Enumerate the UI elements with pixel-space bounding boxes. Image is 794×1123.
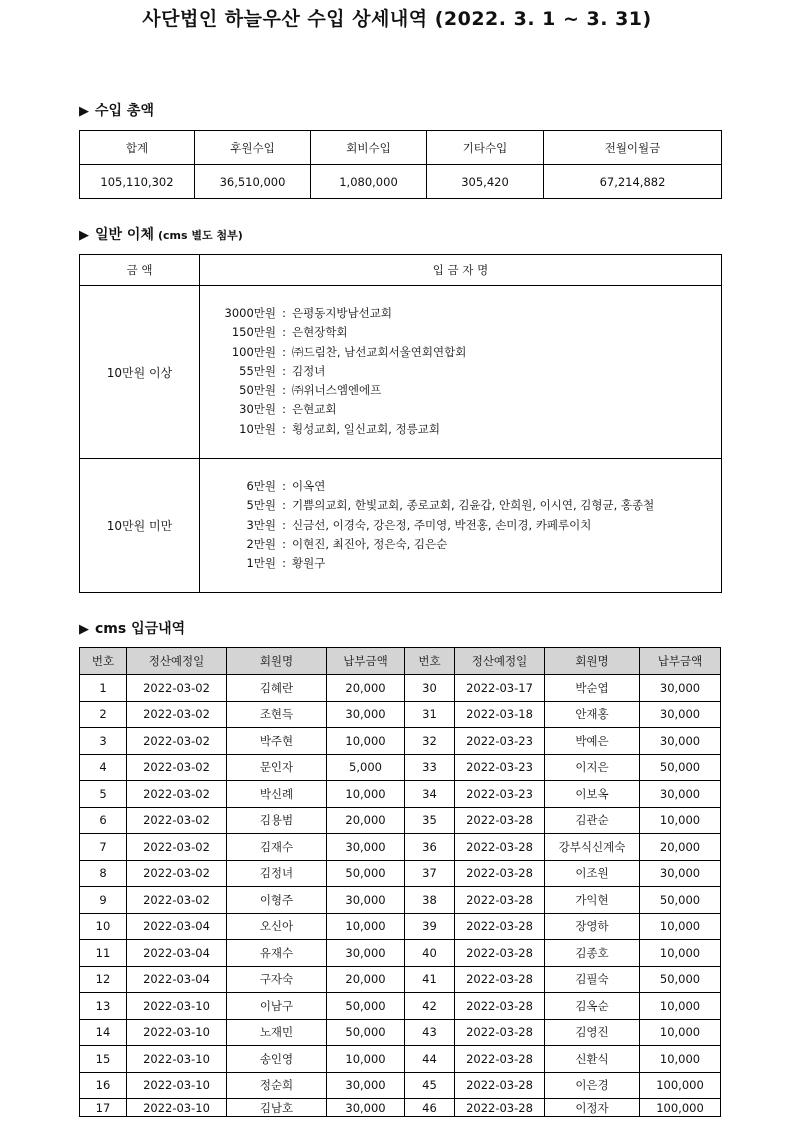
table-row	[80, 1019, 721, 1046]
settlement-date: 2022-03-28	[455, 966, 545, 993]
member-name: 노재민	[227, 1019, 327, 1046]
table-row	[80, 913, 721, 940]
summary-value: 105,110,302	[80, 165, 195, 199]
donor-amount: 150만원	[231, 325, 276, 340]
general-header-row	[80, 255, 722, 286]
paid-amount: 10,000	[640, 1019, 721, 1046]
summary-header: 회비수입	[311, 131, 427, 165]
donor-amount: 10만원	[239, 421, 276, 436]
member-name: 송인영	[227, 1046, 327, 1073]
donor-names: 이현진, 최진아, 정은숙, 김은순	[292, 536, 448, 551]
section-title-cms: cms 입금내역	[95, 621, 186, 637]
member-name: 장영하	[545, 913, 640, 940]
row-number: 41	[405, 966, 455, 993]
member-name: 이형주	[227, 887, 327, 914]
member-name: 오신아	[227, 913, 327, 940]
donor-names: 은현교회	[292, 402, 337, 417]
settlement-date: 2022-03-04	[127, 966, 227, 993]
donor-amount: 6만원	[246, 479, 276, 493]
paid-amount: 50,000	[640, 754, 721, 781]
settlement-date: 2022-03-28	[455, 834, 545, 861]
settlement-date: 2022-03-17	[455, 675, 545, 702]
paid-amount: 100,000	[640, 1072, 721, 1099]
row-number: 2	[80, 701, 127, 728]
table-row	[80, 1046, 721, 1073]
settlement-date: 2022-03-28	[455, 887, 545, 914]
row-number: 14	[80, 1019, 127, 1046]
paid-amount: 20,000	[327, 675, 405, 702]
donor-names: 기쁨의교회, 한빛교회, 종로교회, 김윤갑, 안희원, 이시연, 김형균, 홍종철	[292, 498, 655, 513]
member-name: 정순희	[227, 1072, 327, 1099]
settlement-date: 2022-03-10	[127, 993, 227, 1020]
general-group-names	[200, 286, 722, 459]
donor-separator: :	[282, 383, 286, 398]
table-row	[80, 1072, 721, 1099]
row-number: 36	[405, 834, 455, 861]
table-row	[80, 1099, 721, 1117]
member-name: 김남호	[227, 1099, 327, 1117]
settlement-date: 2022-03-28	[455, 940, 545, 967]
settlement-date: 2022-03-02	[127, 675, 227, 702]
row-number: 4	[80, 754, 127, 781]
section-title-general: 일반 이체	[95, 227, 154, 243]
member-name: 김정녀	[227, 860, 327, 887]
paid-amount: 10,000	[327, 781, 405, 808]
paid-amount: 20,000	[640, 834, 721, 861]
row-number: 30	[405, 675, 455, 702]
member-name: 문인자	[227, 754, 327, 781]
donor-line	[218, 400, 721, 419]
row-number: 34	[405, 781, 455, 808]
donor-names: 신금선, 이경숙, 강은정, 주미영, 박전홍, 손미경, 카페루이치	[292, 517, 592, 532]
section-heading-summary	[79, 100, 154, 120]
cms-table-body	[80, 675, 721, 1117]
member-name: 가익현	[545, 887, 640, 914]
member-name: 구자숙	[227, 966, 327, 993]
summary-table	[79, 130, 722, 199]
settlement-date: 2022-03-28	[455, 1019, 545, 1046]
settlement-date: 2022-03-28	[455, 807, 545, 834]
paid-amount: 30,000	[640, 860, 721, 887]
donor-amount: 3000만원	[224, 306, 276, 320]
paid-amount: 30,000	[640, 781, 721, 808]
donor-separator: :	[282, 421, 286, 436]
paid-amount: 30,000	[327, 1099, 405, 1117]
member-name: 김필숙	[545, 966, 640, 993]
settlement-date: 2022-03-28	[455, 1099, 545, 1117]
row-number: 17	[80, 1099, 127, 1117]
donor-separator: :	[282, 325, 286, 340]
settlement-date: 2022-03-02	[127, 781, 227, 808]
paid-amount: 20,000	[327, 966, 405, 993]
table-row	[80, 754, 721, 781]
row-number: 45	[405, 1072, 455, 1099]
table-row	[80, 807, 721, 834]
paid-amount: 10,000	[640, 807, 721, 834]
paid-amount: 10,000	[327, 913, 405, 940]
donor-line	[218, 381, 721, 400]
paid-amount: 30,000	[640, 675, 721, 702]
general-header-names: 입 금 자 명	[200, 255, 722, 286]
paid-amount: 10,000	[640, 940, 721, 967]
donor-line	[218, 554, 721, 573]
summary-header: 전월이월금	[544, 131, 722, 165]
row-number: 37	[405, 860, 455, 887]
paid-amount: 10,000	[327, 728, 405, 755]
member-name: 김용범	[227, 807, 327, 834]
donor-amount: 3만원	[246, 517, 276, 532]
general-group-row	[80, 286, 722, 459]
settlement-date: 2022-03-10	[127, 1046, 227, 1073]
donor-amount: 1만원	[246, 556, 276, 571]
donor-amount: 2만원	[246, 536, 276, 551]
table-row	[80, 781, 721, 808]
summary-header: 합계	[80, 131, 195, 165]
donor-names: 이옥연	[292, 479, 326, 493]
donor-separator: :	[282, 306, 286, 320]
row-number: 32	[405, 728, 455, 755]
paid-amount: 30,000	[327, 1072, 405, 1099]
cms-header: 정산예정일	[127, 648, 227, 675]
donor-amount: 100만원	[231, 344, 276, 359]
member-name: 유재수	[227, 940, 327, 967]
cms-header-row	[80, 648, 721, 675]
row-number: 42	[405, 993, 455, 1020]
table-row	[80, 860, 721, 887]
paid-amount: 50,000	[640, 887, 721, 914]
summary-header-row	[80, 131, 722, 165]
member-name: 이보옥	[545, 781, 640, 808]
donor-line	[218, 343, 721, 362]
cms-header: 회원명	[227, 648, 327, 675]
cms-header: 납부금액	[640, 648, 721, 675]
member-name: 박순엽	[545, 675, 640, 702]
section-note-general: (cms 별도 첨부)	[157, 229, 243, 242]
member-name: 김재수	[227, 834, 327, 861]
settlement-date: 2022-03-02	[127, 887, 227, 914]
donor-line	[218, 323, 721, 342]
summary-header: 후원수입	[195, 131, 311, 165]
cms-header: 정산예정일	[455, 648, 545, 675]
cms-header: 번호	[405, 648, 455, 675]
paid-amount: 10,000	[640, 993, 721, 1020]
table-row	[80, 728, 721, 755]
settlement-date: 2022-03-28	[455, 1072, 545, 1099]
member-name: 안재홍	[545, 701, 640, 728]
summary-header: 기타수입	[427, 131, 544, 165]
settlement-date: 2022-03-23	[455, 754, 545, 781]
row-number: 8	[80, 860, 127, 887]
paid-amount: 5,000	[327, 754, 405, 781]
donor-amount: 5만원	[246, 498, 276, 513]
member-name: 이조원	[545, 860, 640, 887]
row-number: 1	[80, 675, 127, 702]
member-name: 이정자	[545, 1099, 640, 1117]
settlement-date: 2022-03-28	[455, 993, 545, 1020]
donor-separator: :	[282, 536, 286, 551]
donor-names: ㈜드림찬, 남선교회서울연회연합회	[292, 344, 467, 359]
general-group-label: 10만원 이상	[80, 286, 200, 459]
settlement-date: 2022-03-28	[455, 1046, 545, 1073]
summary-value: 305,420	[427, 165, 544, 199]
settlement-date: 2022-03-23	[455, 728, 545, 755]
settlement-date: 2022-03-02	[127, 834, 227, 861]
row-number: 46	[405, 1099, 455, 1117]
donor-separator: :	[282, 517, 286, 532]
table-row	[80, 940, 721, 967]
paid-amount: 100,000	[640, 1099, 721, 1117]
row-number: 15	[80, 1046, 127, 1073]
general-group-names	[200, 459, 722, 593]
donor-amount: 50만원	[239, 383, 276, 398]
member-name: 김혜란	[227, 675, 327, 702]
row-number: 10	[80, 913, 127, 940]
row-number: 9	[80, 887, 127, 914]
row-number: 44	[405, 1046, 455, 1073]
settlement-date: 2022-03-04	[127, 913, 227, 940]
paid-amount: 10,000	[640, 1046, 721, 1073]
row-number: 35	[405, 807, 455, 834]
donor-names: ㈜위너스엠엔에프	[292, 383, 382, 398]
settlement-date: 2022-03-02	[127, 860, 227, 887]
member-name: 이은경	[545, 1072, 640, 1099]
donor-amount: 55만원	[239, 363, 276, 378]
section-title-summary: 수입 총액	[95, 103, 154, 119]
row-number: 11	[80, 940, 127, 967]
section-heading-cms	[79, 618, 185, 638]
donor-line	[218, 362, 721, 381]
paid-amount: 50,000	[327, 1019, 405, 1046]
table-row	[80, 887, 721, 914]
donor-separator: :	[282, 402, 286, 417]
donor-names: 은현장학회	[292, 325, 348, 340]
donor-names: 은평동지방남선교회	[292, 306, 392, 320]
row-number: 31	[405, 701, 455, 728]
donor-line	[218, 516, 721, 535]
settlement-date: 2022-03-04	[127, 940, 227, 967]
table-row	[80, 993, 721, 1020]
row-number: 39	[405, 913, 455, 940]
paid-amount: 20,000	[327, 807, 405, 834]
member-name: 이지은	[545, 754, 640, 781]
cms-header: 납부금액	[327, 648, 405, 675]
arrow-icon: ▶	[79, 228, 89, 243]
donor-names: 횡성교회, 일신교회, 정릉교회	[292, 421, 440, 436]
cms-header: 회원명	[545, 648, 640, 675]
summary-value: 1,080,000	[311, 165, 427, 199]
paid-amount: 30,000	[640, 728, 721, 755]
row-number: 6	[80, 807, 127, 834]
table-row	[80, 834, 721, 861]
row-number: 7	[80, 834, 127, 861]
member-name: 이남구	[227, 993, 327, 1020]
member-name: 김종호	[545, 940, 640, 967]
paid-amount: 30,000	[327, 701, 405, 728]
donor-separator: :	[282, 344, 286, 359]
paid-amount: 30,000	[327, 834, 405, 861]
settlement-date: 2022-03-23	[455, 781, 545, 808]
row-number: 33	[405, 754, 455, 781]
arrow-icon: ▶	[79, 622, 89, 637]
member-name: 김옥순	[545, 993, 640, 1020]
member-name: 신환식	[545, 1046, 640, 1073]
settlement-date: 2022-03-02	[127, 701, 227, 728]
paid-amount: 50,000	[640, 966, 721, 993]
general-header-amount: 금 액	[80, 255, 200, 286]
donor-line	[218, 477, 721, 496]
paid-amount: 30,000	[327, 940, 405, 967]
member-name: 박신례	[227, 781, 327, 808]
paid-amount: 30,000	[640, 701, 721, 728]
row-number: 13	[80, 993, 127, 1020]
cms-header: 번호	[80, 648, 127, 675]
row-number: 12	[80, 966, 127, 993]
member-name: 조현득	[227, 701, 327, 728]
row-number: 40	[405, 940, 455, 967]
section-heading-general	[79, 224, 243, 244]
settlement-date: 2022-03-02	[127, 754, 227, 781]
paid-amount: 50,000	[327, 993, 405, 1020]
paid-amount: 10,000	[640, 913, 721, 940]
row-number: 5	[80, 781, 127, 808]
member-name: 박예은	[545, 728, 640, 755]
donor-amount: 30만원	[239, 402, 276, 417]
donor-separator: :	[282, 363, 286, 378]
paid-amount: 30,000	[327, 887, 405, 914]
donor-separator: :	[282, 556, 286, 571]
cms-deposit-table	[79, 647, 721, 1117]
row-number: 38	[405, 887, 455, 914]
paid-amount: 50,000	[327, 860, 405, 887]
summary-value-row	[80, 165, 722, 199]
donor-line	[218, 496, 721, 515]
settlement-date: 2022-03-10	[127, 1072, 227, 1099]
donor-line	[218, 420, 721, 439]
settlement-date: 2022-03-02	[127, 728, 227, 755]
member-name: 박주현	[227, 728, 327, 755]
row-number: 43	[405, 1019, 455, 1046]
member-name: 김영진	[545, 1019, 640, 1046]
settlement-date: 2022-03-02	[127, 807, 227, 834]
donor-separator: :	[282, 479, 286, 493]
donor-names: 황원구	[292, 556, 326, 571]
donor-names: 김정녀	[292, 363, 326, 378]
table-row	[80, 966, 721, 993]
member-name: 강부식신계숙	[545, 834, 640, 861]
donor-line	[218, 304, 721, 323]
table-row	[80, 675, 721, 702]
arrow-icon: ▶	[79, 104, 89, 119]
settlement-date: 2022-03-28	[455, 860, 545, 887]
settlement-date: 2022-03-10	[127, 1019, 227, 1046]
general-group-label: 10만원 미만	[80, 459, 200, 593]
settlement-date: 2022-03-10	[127, 1099, 227, 1117]
member-name: 김관순	[545, 807, 640, 834]
general-group-row	[80, 459, 722, 593]
table-row	[80, 701, 721, 728]
row-number: 16	[80, 1072, 127, 1099]
general-transfer-table	[79, 254, 722, 593]
page-title: 사단법인 하늘우산 수입 상세내역 (2022. 3. 1 ~ 3. 31)	[142, 8, 652, 30]
row-number: 3	[80, 728, 127, 755]
settlement-date: 2022-03-28	[455, 913, 545, 940]
paid-amount: 10,000	[327, 1046, 405, 1073]
donor-separator: :	[282, 498, 286, 513]
settlement-date: 2022-03-18	[455, 701, 545, 728]
summary-value: 67,214,882	[544, 165, 722, 199]
donor-line	[218, 535, 721, 554]
summary-value: 36,510,000	[195, 165, 311, 199]
